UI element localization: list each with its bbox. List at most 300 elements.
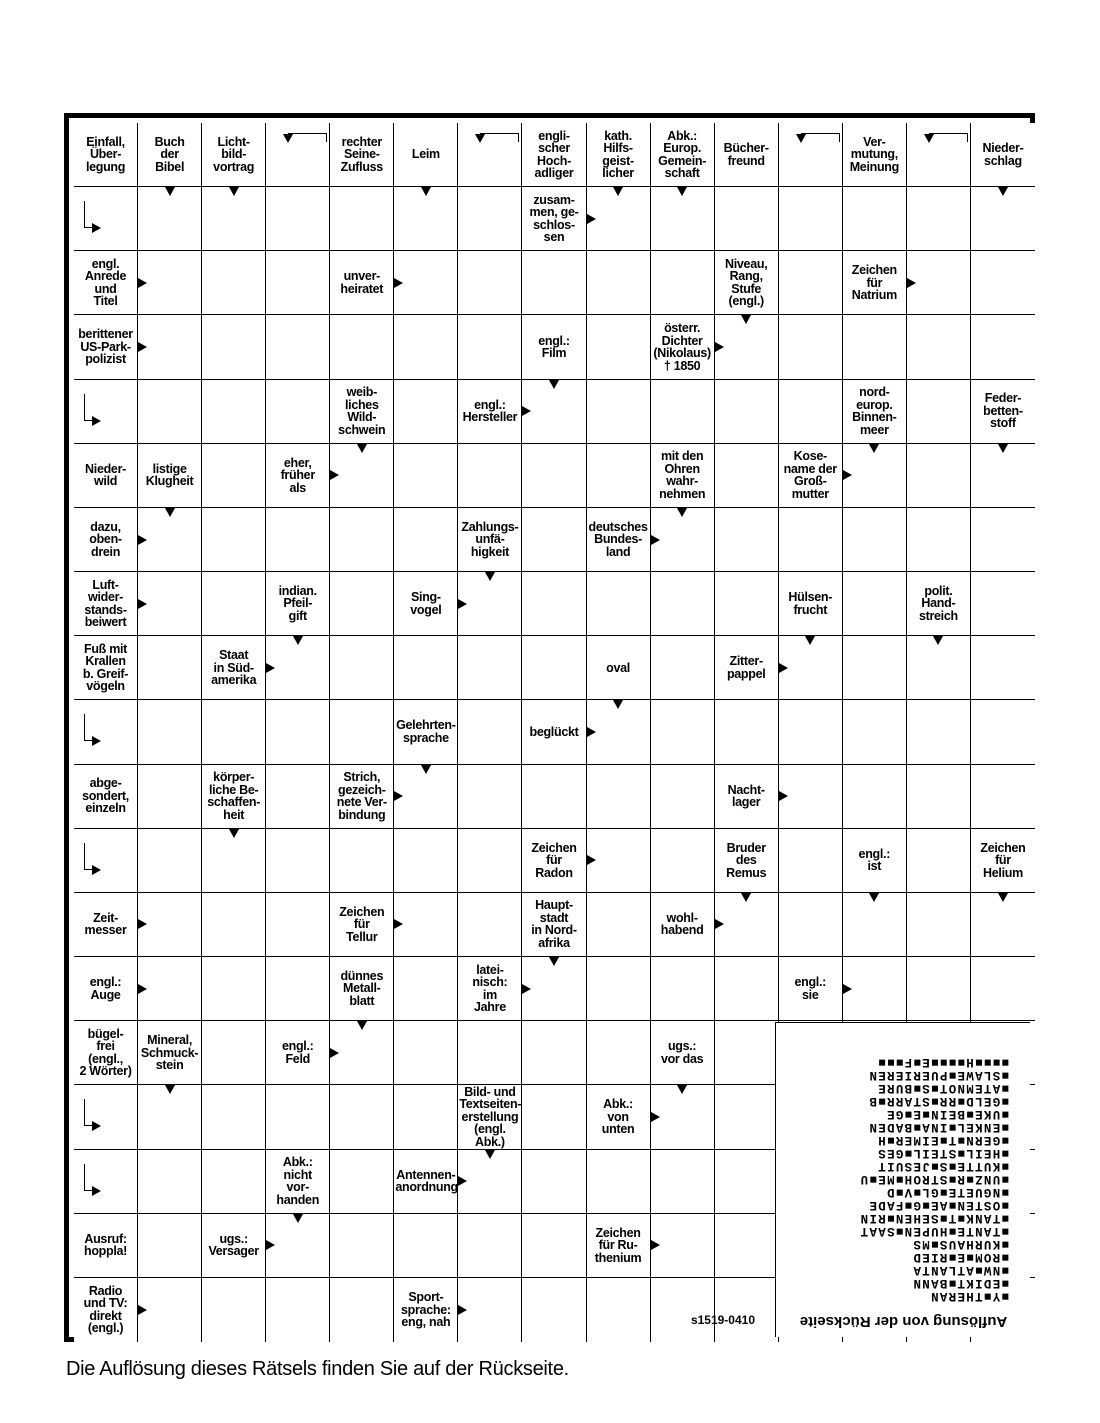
- grid-cell[interactable]: [266, 893, 330, 957]
- grid-cell[interactable]: [138, 829, 202, 893]
- clue-text: Ver- mutung, Meinung: [849, 134, 899, 174]
- grid-cell[interactable]: [74, 700, 138, 764]
- clue-cell: [74, 893, 138, 957]
- grid-cell[interactable]: [907, 700, 971, 764]
- grid-cell[interactable]: [843, 700, 907, 764]
- grid-cell[interactable]: [202, 1278, 266, 1342]
- grid-cell[interactable]: [843, 444, 907, 508]
- grid-cell[interactable]: [138, 508, 202, 572]
- grid-cell[interactable]: [74, 1085, 138, 1149]
- grid-cell[interactable]: [458, 187, 522, 251]
- grid-cell[interactable]: [138, 380, 202, 444]
- grid-cell[interactable]: [715, 1278, 779, 1342]
- grid-cell[interactable]: [522, 1021, 586, 1085]
- grid-cell[interactable]: [138, 636, 202, 700]
- grid-cell[interactable]: [330, 636, 394, 700]
- grid-cell[interactable]: [907, 444, 971, 508]
- grid-cell[interactable]: [394, 187, 458, 251]
- arrow-right-icon: [843, 984, 852, 994]
- grid-cell[interactable]: [779, 187, 843, 251]
- arrow-right-icon: [843, 470, 852, 480]
- grid-cell[interactable]: [651, 765, 715, 829]
- grid-cell[interactable]: [330, 829, 394, 893]
- grid-cell[interactable]: [394, 508, 458, 572]
- clue-text: Zeichen für Tellur: [339, 904, 385, 944]
- grid-cell[interactable]: [138, 1214, 202, 1278]
- grid-cell[interactable]: [522, 380, 586, 444]
- grid-cell[interactable]: [587, 251, 651, 315]
- grid-cell[interactable]: [202, 315, 266, 379]
- clue-cell: [74, 123, 138, 187]
- arrow-tip-icon: [92, 736, 101, 746]
- grid-cell[interactable]: [587, 187, 651, 251]
- grid-cell[interactable]: [843, 187, 907, 251]
- clue-cell: [458, 1085, 522, 1149]
- grid-cell[interactable]: [843, 893, 907, 957]
- grid-cell[interactable]: [330, 572, 394, 636]
- grid-cell[interactable]: [458, 1278, 522, 1342]
- grid-cell[interactable]: [202, 444, 266, 508]
- grid-cell[interactable]: [394, 251, 458, 315]
- grid-cell[interactable]: [587, 893, 651, 957]
- grid-cell[interactable]: [843, 572, 907, 636]
- arrow-down-icon: [869, 893, 879, 902]
- bent-arrow-down-icon: [288, 133, 327, 142]
- grid-cell[interactable]: [587, 765, 651, 829]
- clue-text: engli- scher Hoch- adliger: [534, 128, 574, 181]
- grid-cell[interactable]: [522, 1214, 586, 1278]
- footer-note: Die Auflösung dieses Rätsels finden Sie auf der Rückseite.: [66, 1358, 569, 1380]
- clue-text: beglückt: [529, 724, 579, 739]
- clue-text: Ausruf: hoppla!: [84, 1231, 128, 1259]
- arrow-down-icon: [293, 1214, 303, 1223]
- arrow-right-icon: [266, 663, 275, 673]
- grid-cell[interactable]: [266, 123, 330, 187]
- grid-cell[interactable]: [971, 251, 1035, 315]
- clue-cell: [522, 893, 586, 957]
- grid-cell[interactable]: [330, 315, 394, 379]
- grid-cell[interactable]: [74, 829, 138, 893]
- grid-cell[interactable]: [651, 1214, 715, 1278]
- bent-arrow-right-icon: [84, 1099, 93, 1126]
- grid-cell[interactable]: [843, 508, 907, 572]
- grid-cell[interactable]: [458, 1214, 522, 1278]
- grid-cell[interactable]: [522, 444, 586, 508]
- arrow-right-icon: [138, 599, 147, 609]
- clue-cell: [715, 123, 779, 187]
- grid-cell[interactable]: [907, 636, 971, 700]
- grid-cell[interactable]: [587, 700, 651, 764]
- solution-row: ■ROM■E■RIED: [912, 1250, 1009, 1264]
- grid-cell[interactable]: [651, 1085, 715, 1149]
- clue-text: Zeichen für Radon: [531, 840, 577, 880]
- grid-cell[interactable]: [522, 1150, 586, 1214]
- grid-cell[interactable]: [779, 765, 843, 829]
- grid-cell[interactable]: [74, 187, 138, 251]
- grid-cell[interactable]: [138, 700, 202, 764]
- grid-cell[interactable]: [458, 893, 522, 957]
- grid-cell[interactable]: [587, 444, 651, 508]
- grid-cell[interactable]: [907, 315, 971, 379]
- grid-cell[interactable]: [907, 380, 971, 444]
- grid-cell[interactable]: [779, 700, 843, 764]
- arrow-down-icon: [677, 1085, 687, 1094]
- grid-cell[interactable]: [971, 957, 1035, 1021]
- grid-cell[interactable]: [522, 1278, 586, 1342]
- grid-cell[interactable]: [971, 636, 1035, 700]
- grid-cell[interactable]: [138, 187, 202, 251]
- grid-cell[interactable]: [715, 508, 779, 572]
- clue-cell: [330, 957, 394, 1021]
- grid-cell[interactable]: [971, 187, 1035, 251]
- grid-cell[interactable]: [522, 1085, 586, 1149]
- clue-cell: [779, 572, 843, 636]
- clue-cell: [715, 636, 779, 700]
- grid-cell[interactable]: [843, 957, 907, 1021]
- arrow-right-icon: [394, 919, 403, 929]
- grid-cell[interactable]: [330, 1085, 394, 1149]
- grid-cell[interactable]: [779, 508, 843, 572]
- solution-row: ■■■■H■■■■E■F■■■: [876, 1055, 1009, 1069]
- grid-cell[interactable]: [330, 444, 394, 508]
- grid-cell[interactable]: [266, 1214, 330, 1278]
- grid-cell[interactable]: [522, 508, 586, 572]
- grid-cell[interactable]: [651, 380, 715, 444]
- grid-cell[interactable]: [522, 572, 586, 636]
- grid-cell[interactable]: [715, 1214, 779, 1278]
- solution-row: ■GERN■T■EIMER■H: [876, 1133, 1009, 1147]
- grid-cell[interactable]: [266, 829, 330, 893]
- grid-cell[interactable]: [266, 508, 330, 572]
- arrow-tip-icon: [475, 134, 485, 143]
- grid-cell[interactable]: [458, 1021, 522, 1085]
- grid-cell[interactable]: [202, 187, 266, 251]
- grid-cell[interactable]: [715, 572, 779, 636]
- clue-cell: [330, 893, 394, 957]
- solution-row: ■TANTE■HUPEN■SAAT: [859, 1224, 1009, 1238]
- arrow-down-icon: [549, 957, 559, 966]
- arrow-down-icon: [805, 636, 815, 645]
- arrow-right-icon: [587, 214, 596, 224]
- arrow-tip-icon: [796, 134, 806, 143]
- clue-text: polit. Hand- streich: [918, 583, 958, 623]
- grid-cell[interactable]: [522, 957, 586, 1021]
- grid-cell[interactable]: [715, 700, 779, 764]
- grid-cell[interactable]: [907, 957, 971, 1021]
- grid-cell[interactable]: [651, 508, 715, 572]
- clue-text: Buch der Bibel: [154, 134, 185, 174]
- grid-cell[interactable]: [587, 1021, 651, 1085]
- clue-cell: [74, 251, 138, 315]
- grid-cell[interactable]: [651, 700, 715, 764]
- grid-cell[interactable]: [266, 636, 330, 700]
- grid-cell[interactable]: [651, 187, 715, 251]
- clue-cell: [266, 1150, 330, 1214]
- grid-cell[interactable]: [202, 700, 266, 764]
- arrow-right-icon: [458, 599, 467, 609]
- clue-text: dazu, oben- drein: [89, 519, 122, 559]
- bent-arrow-down-icon: [929, 133, 968, 142]
- grid-cell[interactable]: [651, 251, 715, 315]
- grid-cell[interactable]: [971, 315, 1035, 379]
- grid-cell[interactable]: [587, 572, 651, 636]
- grid-cell[interactable]: [330, 1214, 394, 1278]
- grid-cell[interactable]: [843, 315, 907, 379]
- clue-cell: [74, 572, 138, 636]
- clue-cell: [202, 636, 266, 700]
- grid-cell[interactable]: [266, 765, 330, 829]
- bent-arrow-right-icon: [84, 843, 93, 870]
- grid-cell[interactable]: [394, 765, 458, 829]
- grid-cell[interactable]: [715, 893, 779, 957]
- grid-cell[interactable]: [138, 251, 202, 315]
- clue-cell: [907, 572, 971, 636]
- grid-cell[interactable]: [907, 508, 971, 572]
- grid-cell[interactable]: [907, 251, 971, 315]
- grid-cell[interactable]: [779, 251, 843, 315]
- grid-cell[interactable]: [266, 315, 330, 379]
- grid-cell[interactable]: [587, 829, 651, 893]
- grid-cell[interactable]: [266, 1085, 330, 1149]
- grid-cell[interactable]: [779, 636, 843, 700]
- clue-cell: [74, 508, 138, 572]
- clue-cell: [74, 957, 138, 1021]
- grid-cell[interactable]: [394, 893, 458, 957]
- clue-text: engl.: sie: [794, 975, 827, 1002]
- grid-cell[interactable]: [715, 315, 779, 379]
- clue-cell: [266, 1021, 330, 1085]
- grid-cell[interactable]: [587, 380, 651, 444]
- grid-cell[interactable]: [138, 957, 202, 1021]
- grid-cell[interactable]: [971, 700, 1035, 764]
- arrow-down-icon: [229, 829, 239, 838]
- solution-row: ■NGUETE■GL■V■D: [885, 1185, 1009, 1199]
- arrow-right-icon: [394, 791, 403, 801]
- clue-cell: [715, 765, 779, 829]
- grid-cell[interactable]: [266, 957, 330, 1021]
- grid-cell[interactable]: [394, 957, 458, 1021]
- grid-cell[interactable]: [715, 380, 779, 444]
- arrow-right-icon: [522, 984, 531, 994]
- grid-cell[interactable]: [651, 636, 715, 700]
- clue-text: Sing- vogel: [410, 590, 442, 617]
- clue-text: Zitter- pappel: [726, 654, 766, 681]
- arrow-down-icon: [165, 1085, 175, 1094]
- grid-cell[interactable]: [843, 636, 907, 700]
- arrow-down-icon: [421, 187, 431, 196]
- clue-cell: [394, 700, 458, 764]
- grid-cell[interactable]: [907, 187, 971, 251]
- grid-cell[interactable]: [458, 765, 522, 829]
- grid-cell[interactable]: [715, 444, 779, 508]
- grid-cell[interactable]: [330, 1150, 394, 1214]
- clue-text: Nieder- schlag: [982, 141, 1024, 168]
- clue-text: Gelehrten- sprache: [396, 718, 456, 745]
- clue-cell: [202, 1214, 266, 1278]
- grid-cell[interactable]: [394, 1021, 458, 1085]
- grid-cell[interactable]: [138, 1150, 202, 1214]
- clue-cell: [651, 1021, 715, 1085]
- puzzle-code: s1519-0410: [690, 1313, 755, 1327]
- grid-cell[interactable]: [458, 829, 522, 893]
- clue-text: Hülsen- frucht: [788, 590, 833, 617]
- grid-cell[interactable]: [394, 1085, 458, 1149]
- grid-cell[interactable]: [202, 251, 266, 315]
- grid-cell[interactable]: [458, 251, 522, 315]
- clue-text: Radio und TV: direkt (engl.): [83, 1283, 128, 1336]
- arrow-right-icon: [138, 342, 147, 352]
- grid-cell[interactable]: [266, 187, 330, 251]
- arrow-right-icon: [394, 278, 403, 288]
- arrow-down-icon: [998, 444, 1008, 453]
- grid-cell[interactable]: [651, 829, 715, 893]
- clue-text: unver- heiratet: [340, 269, 384, 296]
- grid-cell[interactable]: [458, 444, 522, 508]
- arrow-tip-icon: [92, 1186, 101, 1196]
- grid-cell[interactable]: [587, 1150, 651, 1214]
- grid-cell[interactable]: [907, 123, 971, 187]
- grid-cell[interactable]: [971, 572, 1035, 636]
- arrow-right-icon: [458, 1176, 467, 1186]
- clue-text: wohl- habend: [660, 910, 704, 938]
- grid-cell[interactable]: [202, 572, 266, 636]
- clue-cell: [394, 572, 458, 636]
- clue-text: Luft- wider- stands- beiwert: [84, 577, 127, 630]
- clue-cell: [202, 123, 266, 187]
- grid-cell[interactable]: [779, 829, 843, 893]
- clue-cell: [330, 765, 394, 829]
- clue-text: eher, früher als: [280, 455, 315, 495]
- clue-cell: [779, 444, 843, 508]
- grid-cell[interactable]: [202, 829, 266, 893]
- grid-cell[interactable]: [202, 1085, 266, 1149]
- grid-cell[interactable]: [394, 315, 458, 379]
- clue-text: Abk.: von unten: [601, 1097, 635, 1137]
- grid-cell[interactable]: [907, 829, 971, 893]
- grid-cell[interactable]: [330, 700, 394, 764]
- grid-cell[interactable]: [202, 957, 266, 1021]
- grid-cell[interactable]: [971, 444, 1035, 508]
- grid-cell[interactable]: [458, 700, 522, 764]
- grid-cell[interactable]: [715, 1150, 779, 1214]
- arrow-down-icon: [229, 187, 239, 196]
- grid-cell[interactable]: [394, 829, 458, 893]
- grid-cell[interactable]: [202, 893, 266, 957]
- grid-cell[interactable]: [843, 765, 907, 829]
- grid-cell[interactable]: [330, 508, 394, 572]
- grid-cell[interactable]: [202, 1150, 266, 1214]
- grid-cell[interactable]: [330, 1021, 394, 1085]
- bent-arrow-right-icon: [84, 714, 93, 741]
- arrow-right-icon: [330, 1048, 339, 1058]
- grid-cell[interactable]: [522, 765, 586, 829]
- clue-cell: [74, 765, 138, 829]
- grid-cell[interactable]: [458, 636, 522, 700]
- grid-cell[interactable]: [971, 765, 1035, 829]
- solution-box: [775, 1022, 1030, 1337]
- grid-cell[interactable]: [971, 893, 1035, 957]
- grid-cell[interactable]: [74, 380, 138, 444]
- grid-cell[interactable]: [651, 572, 715, 636]
- grid-cell[interactable]: [138, 315, 202, 379]
- grid-cell[interactable]: [138, 1085, 202, 1149]
- grid-cell[interactable]: [458, 315, 522, 379]
- grid-cell[interactable]: [779, 380, 843, 444]
- grid-cell[interactable]: [715, 957, 779, 1021]
- grid-cell[interactable]: [138, 765, 202, 829]
- clue-cell: [587, 1214, 651, 1278]
- grid-cell[interactable]: [138, 893, 202, 957]
- bent-arrow-down-icon: [801, 133, 840, 142]
- grid-cell[interactable]: [394, 444, 458, 508]
- clue-text: ugs.: vor das: [660, 1039, 704, 1066]
- grid-cell[interactable]: [202, 380, 266, 444]
- grid-cell[interactable]: [587, 315, 651, 379]
- grid-cell[interactable]: [330, 1278, 394, 1342]
- grid-cell[interactable]: [266, 380, 330, 444]
- arrow-right-icon: [779, 663, 788, 673]
- grid-cell[interactable]: [651, 1278, 715, 1342]
- clue-text: Feder- betten- stoff: [983, 391, 1023, 431]
- grid-cell[interactable]: [202, 1021, 266, 1085]
- grid-cell[interactable]: [138, 572, 202, 636]
- grid-cell[interactable]: [394, 1214, 458, 1278]
- grid-cell[interactable]: [715, 1085, 779, 1149]
- solution-row: ■GELD■RR■STARR■B: [868, 1094, 1009, 1108]
- grid-cell[interactable]: [971, 508, 1035, 572]
- grid-cell[interactable]: [266, 1278, 330, 1342]
- grid-cell[interactable]: [394, 380, 458, 444]
- grid-cell[interactable]: [458, 123, 522, 187]
- grid-cell[interactable]: [266, 251, 330, 315]
- grid-cell[interactable]: [587, 957, 651, 1021]
- grid-cell[interactable]: [715, 187, 779, 251]
- solution-heading: Auflösung von der Rückseite: [799, 1313, 1008, 1330]
- grid-cell[interactable]: [74, 1150, 138, 1214]
- arrow-down-icon: [741, 315, 751, 324]
- arrow-tip-icon: [924, 134, 934, 143]
- clue-text: kath. Hilfs- geist- licher: [602, 128, 634, 181]
- solution-row: ■Y■THERAN: [929, 1289, 1009, 1303]
- grid-cell[interactable]: [458, 572, 522, 636]
- clue-text: engl. Anrede und Titel: [84, 256, 127, 309]
- grid-cell[interactable]: [715, 1021, 779, 1085]
- grid-cell[interactable]: [651, 1150, 715, 1214]
- grid-cell[interactable]: [394, 636, 458, 700]
- grid-cell[interactable]: [458, 1150, 522, 1214]
- grid-cell[interactable]: [907, 765, 971, 829]
- solution-row: ■ENKEL■INA■BADEN: [868, 1120, 1009, 1134]
- grid-cell[interactable]: [651, 957, 715, 1021]
- arrow-down-icon: [421, 765, 431, 774]
- clue-text: latei- nisch: im Jahre: [472, 962, 508, 1015]
- grid-cell[interactable]: [779, 893, 843, 957]
- arrow-down-icon: [165, 187, 175, 196]
- clue-cell: [202, 765, 266, 829]
- grid-cell[interactable]: [779, 123, 843, 187]
- grid-cell[interactable]: [330, 187, 394, 251]
- arrow-down-icon: [357, 444, 367, 453]
- grid-cell[interactable]: [779, 315, 843, 379]
- grid-cell[interactable]: [522, 636, 586, 700]
- grid-cell[interactable]: [587, 1278, 651, 1342]
- grid-cell[interactable]: [266, 700, 330, 764]
- grid-cell[interactable]: [138, 1278, 202, 1342]
- clue-text: indian. Pfeil- gift: [278, 583, 317, 623]
- grid-cell[interactable]: [522, 251, 586, 315]
- grid-cell[interactable]: [907, 893, 971, 957]
- grid-cell[interactable]: [202, 508, 266, 572]
